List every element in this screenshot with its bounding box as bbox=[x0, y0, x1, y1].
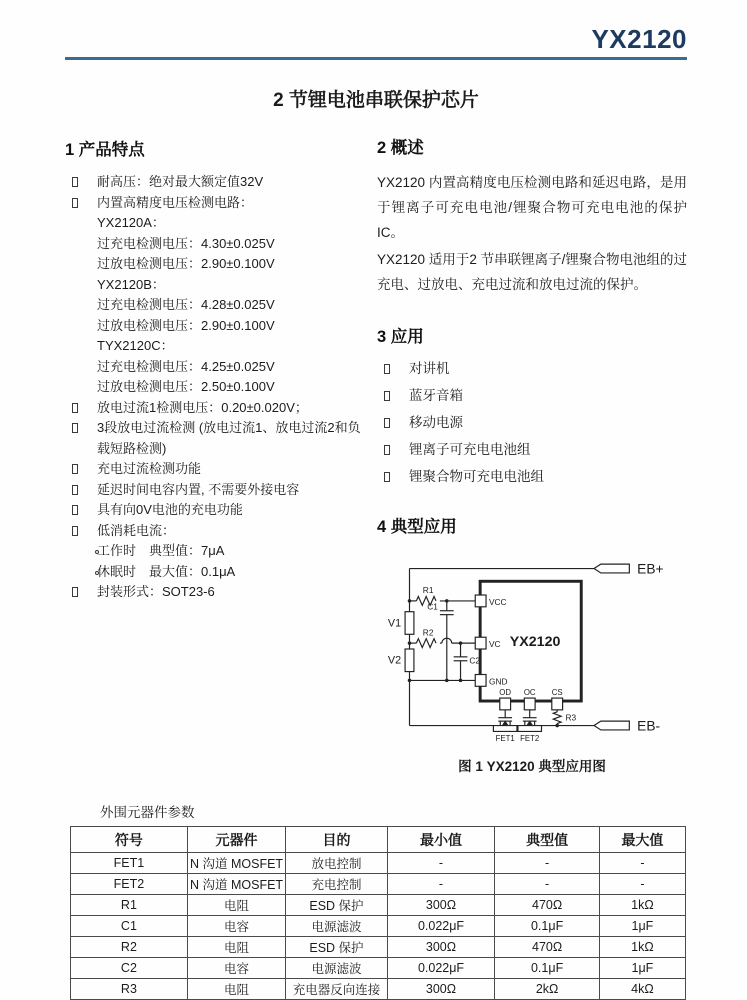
battery-v2-label: V2 bbox=[387, 654, 402, 667]
left-column bbox=[65, 132, 363, 603]
table-row bbox=[71, 895, 686, 916]
feature-text: 过放电检测电压：2.90±0.100V bbox=[97, 317, 275, 333]
table-cell: 300Ω bbox=[387, 895, 495, 916]
resistor-r2-icon bbox=[416, 639, 436, 648]
table-cell: N 沟道 MOSFET bbox=[187, 874, 285, 895]
resistor-r2-label: R2 bbox=[422, 627, 434, 638]
table-cell: 放电控制 bbox=[286, 853, 387, 874]
table-row bbox=[71, 958, 686, 979]
figure-caption: 图 1 YX2120 典型应用图 bbox=[458, 759, 606, 774]
feature-item bbox=[65, 275, 363, 296]
table-row bbox=[71, 874, 686, 895]
feature-item bbox=[65, 582, 363, 603]
applications-list bbox=[377, 359, 687, 487]
table-cell: - bbox=[495, 874, 600, 895]
application-text: 锂聚合物可充电电池组 bbox=[409, 469, 544, 484]
feature-item bbox=[65, 234, 363, 255]
square-bullet-icon bbox=[72, 464, 78, 474]
mosfet-fet1-icon bbox=[493, 710, 517, 732]
square-bullet-icon bbox=[95, 571, 99, 575]
feature-text: 过充电检测电压：4.30±0.025V bbox=[97, 235, 275, 251]
table-cell: N 沟道 MOSFET bbox=[187, 853, 285, 874]
table-cell: 0.1μF bbox=[495, 958, 600, 979]
square-bullet-icon bbox=[384, 445, 390, 455]
eb-minus-connector-icon bbox=[594, 721, 629, 730]
feature-item bbox=[65, 459, 363, 480]
feature-text: 过放电检测电压：2.90±0.100V bbox=[97, 256, 275, 271]
table-cell: ESD 保护 bbox=[286, 937, 387, 958]
table-cell: FET2 bbox=[71, 874, 188, 895]
column-header: 元器件 bbox=[187, 827, 285, 853]
table-cell: R1 bbox=[71, 895, 188, 916]
square-bullet-icon bbox=[72, 587, 78, 597]
square-bullet-icon bbox=[384, 418, 390, 428]
feature-text: YX2120A： bbox=[97, 215, 165, 230]
feature-text: 放电过流1检测电压：0.20±0.020V； bbox=[97, 399, 308, 415]
feature-text: 充电过流检测功能 bbox=[97, 461, 202, 476]
section-heading-applications: 3 应用 bbox=[377, 328, 424, 346]
overview-paragraph-2: YX2120 适用于2 节串联锂离子/锂聚合物电池组的过充电、过放电、充电过流和放电过流的保护。 bbox=[377, 252, 687, 292]
square-bullet-icon bbox=[72, 177, 78, 187]
table-cell: - bbox=[599, 874, 685, 895]
square-bullet-icon bbox=[95, 550, 99, 554]
table-cell: - bbox=[387, 853, 495, 874]
application-item bbox=[377, 467, 687, 487]
feature-text: 延迟时间电容内置, 不需要外接电容 bbox=[97, 481, 300, 497]
table-cell: FET1 bbox=[71, 853, 188, 874]
column-header: 目的 bbox=[286, 827, 387, 853]
feature-item bbox=[65, 398, 363, 419]
table-cell: 1kΩ bbox=[599, 895, 685, 916]
table-cell: 电容 bbox=[187, 916, 285, 937]
table-cell: 电阻 bbox=[187, 937, 285, 958]
square-bullet-icon bbox=[72, 198, 78, 208]
eb-minus-label: EB- bbox=[637, 718, 661, 734]
pin-vcc bbox=[475, 595, 486, 607]
overview-paragraph-1: YX2120 内置高精度电压检测电路和延迟电路，是用于锂离子可充电电池/锂聚合物可充电电池的保护IC。 bbox=[377, 175, 687, 240]
feature-text: YX2120B： bbox=[97, 276, 165, 292]
feature-text: 具有向0V电池的充电功能 bbox=[97, 502, 243, 517]
square-bullet-icon bbox=[384, 364, 390, 374]
table-cell: R3 bbox=[71, 979, 188, 1000]
application-item bbox=[377, 359, 687, 379]
pin-cs-label: CS bbox=[551, 688, 563, 698]
application-item bbox=[377, 386, 687, 406]
fet2-label: FET2 bbox=[520, 734, 540, 744]
application-text: 蓝牙音箱 bbox=[409, 388, 463, 403]
feature-item bbox=[65, 336, 363, 357]
table-cell: 1μF bbox=[599, 958, 685, 979]
feature-item bbox=[65, 295, 363, 316]
battery-v2-icon bbox=[405, 649, 414, 672]
pin-gnd bbox=[475, 675, 486, 687]
feature-item bbox=[65, 254, 363, 275]
application-text: 锂离子可充电电池组 bbox=[409, 442, 531, 457]
table-cell: 1kΩ bbox=[599, 937, 685, 958]
feature-text: 低消耗电流： bbox=[97, 522, 176, 538]
capacitor-c2-label: C2 bbox=[469, 655, 481, 666]
table-cell: 1μF bbox=[599, 916, 685, 937]
square-bullet-icon bbox=[72, 526, 78, 536]
chip-label: YX2120 bbox=[509, 634, 561, 651]
column-header: 典型值 bbox=[495, 827, 600, 853]
pin-oc bbox=[524, 698, 535, 710]
square-bullet-icon bbox=[384, 391, 390, 401]
table-cell: 电阻 bbox=[187, 895, 285, 916]
table-cell: 2kΩ bbox=[495, 979, 600, 1000]
application-item bbox=[377, 440, 687, 460]
section-heading-typical-application: 4 典型应用 bbox=[377, 518, 457, 536]
table-cell: - bbox=[387, 874, 495, 895]
column-header: 符号 bbox=[71, 827, 188, 853]
table-cell: 470Ω bbox=[495, 895, 600, 916]
two-column-layout bbox=[65, 132, 687, 775]
feature-item bbox=[65, 213, 363, 234]
table-cell: - bbox=[495, 853, 600, 874]
feature-text: 耐高压：绝对最大额定值32V bbox=[97, 174, 264, 189]
application-text: 对讲机 bbox=[409, 361, 450, 376]
feature-item bbox=[65, 193, 363, 214]
table-row bbox=[71, 916, 686, 937]
feature-text: 内置高精度电压检测电路： bbox=[97, 194, 254, 210]
pin-od bbox=[500, 698, 511, 710]
table-row bbox=[71, 937, 686, 958]
table-cell: 300Ω bbox=[387, 937, 495, 958]
table-cell: ESD 保护 bbox=[286, 895, 387, 916]
pin-cs bbox=[552, 698, 563, 710]
application-circuit-diagram bbox=[383, 549, 687, 749]
feature-item bbox=[65, 172, 363, 193]
feature-item bbox=[65, 377, 363, 398]
table-cell: 电容 bbox=[187, 958, 285, 979]
table-row bbox=[71, 853, 686, 874]
square-bullet-icon bbox=[72, 423, 78, 433]
table-cell: - bbox=[599, 853, 685, 874]
feature-item bbox=[65, 541, 363, 562]
square-bullet-icon bbox=[384, 472, 390, 482]
resistor-r3-label: R3 bbox=[565, 712, 577, 723]
resistor-r3-icon bbox=[553, 712, 561, 724]
feature-text: 过充电检测电压：4.25±0.025V bbox=[97, 358, 275, 374]
feature-text: 工作时 典型值：7μA bbox=[97, 543, 225, 558]
components-table-body bbox=[71, 853, 686, 1000]
feature-item bbox=[65, 418, 363, 459]
battery-v1-icon bbox=[405, 612, 414, 635]
square-bullet-icon bbox=[72, 403, 78, 413]
right-column bbox=[377, 132, 687, 775]
feature-item bbox=[65, 357, 363, 378]
feature-item bbox=[65, 480, 363, 501]
table-cell: 0.022μF bbox=[387, 958, 495, 979]
table-cell: R2 bbox=[71, 937, 188, 958]
table-cell: 0.1μF bbox=[495, 916, 600, 937]
table-cell: 0.022μF bbox=[387, 916, 495, 937]
eb-plus-connector-icon bbox=[594, 564, 629, 573]
features-list bbox=[65, 172, 363, 603]
components-table-head-row bbox=[71, 827, 686, 853]
feature-text: 休眠时 最大值：0.1μA bbox=[97, 563, 236, 579]
resistor-r1-label: R1 bbox=[422, 585, 434, 596]
table-cell: 电阻 bbox=[187, 979, 285, 1000]
feature-text: 封装形式：SOT23-6 bbox=[97, 584, 215, 599]
pin-vc-label: VC bbox=[488, 639, 501, 650]
application-item bbox=[377, 413, 687, 433]
components-table-label: 外围元器件参数 bbox=[100, 805, 195, 820]
section-heading-overview: 2 概述 bbox=[377, 139, 424, 157]
feature-item bbox=[65, 316, 363, 337]
feature-text: 3段放电过流检测 (放电过流1、放电过流2和负载短路检测) bbox=[97, 420, 361, 456]
square-bullet-icon bbox=[72, 505, 78, 515]
fet1-label: FET1 bbox=[495, 734, 515, 744]
pin-vcc-label: VCC bbox=[488, 596, 507, 607]
table-cell: 300Ω bbox=[387, 979, 495, 1000]
section-heading-features: 1 产品特点 bbox=[65, 141, 145, 159]
battery-v1-label: V1 bbox=[387, 617, 402, 630]
table-cell: C2 bbox=[71, 958, 188, 979]
header-rule bbox=[65, 57, 687, 60]
pin-vc bbox=[475, 637, 486, 649]
feature-text: 过放电检测电压：2.50±0.100V bbox=[97, 379, 275, 394]
table-cell: 470Ω bbox=[495, 937, 600, 958]
pin-gnd-label: GND bbox=[488, 676, 508, 687]
page-header bbox=[65, 24, 687, 60]
feature-item bbox=[65, 521, 363, 542]
table-cell: 充电控制 bbox=[286, 874, 387, 895]
table-cell: 充电器反向连接 bbox=[286, 979, 387, 1000]
components-table bbox=[70, 826, 686, 1000]
brand-title: YX2120 bbox=[591, 24, 687, 54]
feature-text: 过充电检测电压：4.28±0.025V bbox=[97, 297, 275, 312]
pin-od-label: OD bbox=[499, 688, 512, 698]
column-header: 最大值 bbox=[599, 827, 685, 853]
square-bullet-icon bbox=[72, 485, 78, 495]
eb-plus-label: EB+ bbox=[637, 561, 664, 577]
table-cell: 电源滤波 bbox=[286, 958, 387, 979]
mosfet-fet2-icon bbox=[518, 710, 542, 732]
pin-oc-label: OC bbox=[523, 688, 536, 698]
table-cell: C1 bbox=[71, 916, 188, 937]
table-cell: 电源滤波 bbox=[286, 916, 387, 937]
application-text: 移动电源 bbox=[409, 415, 463, 430]
feature-item bbox=[65, 500, 363, 521]
table-row bbox=[71, 979, 686, 1000]
table-cell: 4kΩ bbox=[599, 979, 685, 1000]
feature-text: TYX2120C： bbox=[97, 338, 174, 353]
capacitor-c1-label: C1 bbox=[427, 601, 438, 612]
document-title: 2 节锂电池串联保护芯片 bbox=[273, 90, 479, 111]
column-header: 最小值 bbox=[387, 827, 495, 853]
feature-item bbox=[65, 562, 363, 583]
